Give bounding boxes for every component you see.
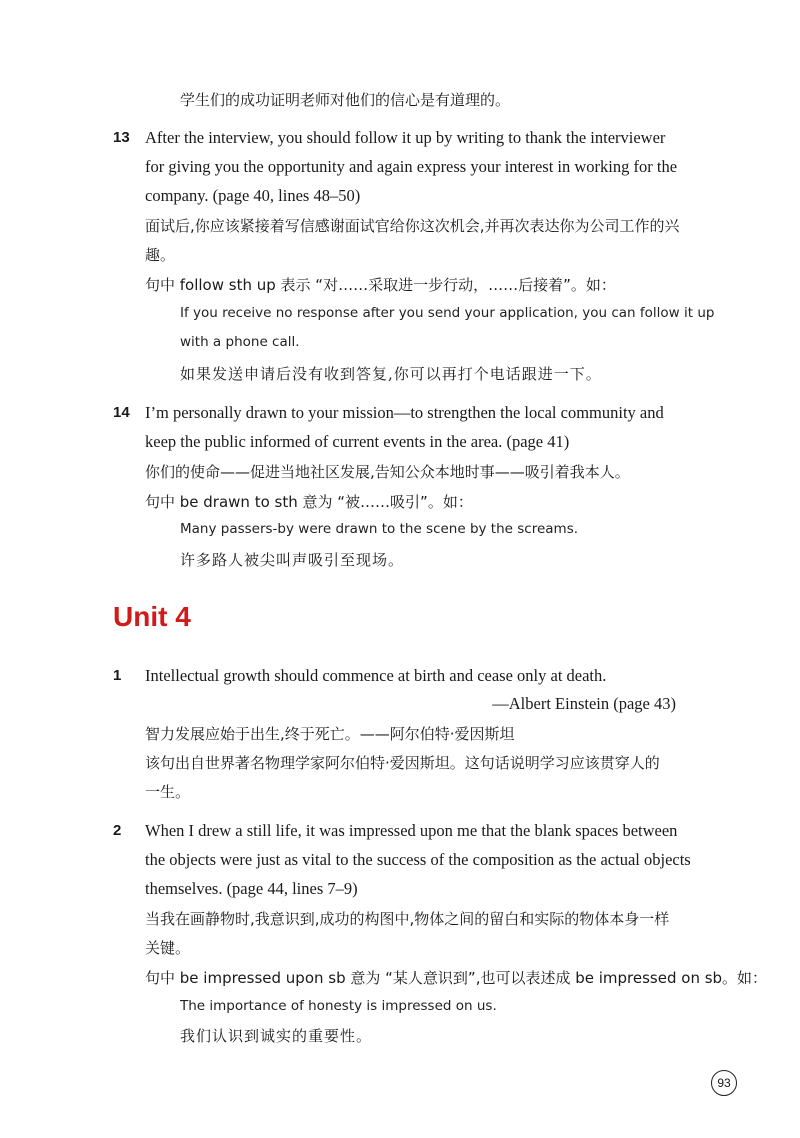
unit4-item-1-note-line-1: 该句出自世界著名物理学家阿尔伯特·爱因斯坦。这句话说明学习应该贯穿人的 — [145, 754, 660, 772]
page-number: 93 — [711, 1070, 737, 1096]
item-number-13: 13 — [113, 129, 130, 146]
unit4-item-2-chinese-line-1: 当我在画静物时,我意识到,成功的构图中,物体之间的留白和实际的物体本身一样 — [145, 910, 670, 928]
unit4-item-2-english-line-1: When I drew a still life, it was impressed upon me that the blank spaces between — [145, 821, 678, 840]
unit4-item-2-english-line-2: the objects were just as vital to the success of the composition as the actual objects — [145, 850, 691, 869]
item-14-english-line-1: I’m personally drawn to your mission—to strengthen the local community and — [145, 403, 664, 422]
item-13-note: 句中 follow sth up 表示 “对……采取进一步行动，……后接着”。如： — [145, 276, 616, 294]
item-13-example-en-line-2: with a phone call. — [180, 334, 300, 350]
item-14-note: 句中 be drawn to sth 意为 “被……吸引”。如： — [145, 493, 473, 511]
unit4-item-2-english-line-3: themselves. (page 44, lines 7–9) — [145, 879, 358, 898]
item-14-english-line-2: keep the public informed of current events in the area. (page 41) — [145, 432, 570, 451]
item-14-example-zh: 许多路人被尖叫声吸引至现场。 — [180, 551, 405, 569]
unit4-item-2-note: 句中 be impressed upon sb 意为 “某人意识到”,也可以表述成 be impressed on sb。如： — [145, 969, 768, 987]
item-13-example-en-line-1: If you receive no response after you send your application, you can follow it up — [180, 305, 715, 321]
unit4-item-1-note-line-2: 一生。 — [145, 783, 191, 801]
unit4-item-1-chinese: 智力发展应始于出生,终于死亡。——阿尔伯特·爱因斯坦 — [145, 725, 515, 743]
unit4-item-number-2: 2 — [113, 822, 122, 839]
item-number-14: 14 — [113, 404, 130, 421]
unit4-item-number-1: 1 — [113, 667, 122, 684]
item-13-english-line-2: for giving you the opportunity and again express your interest in working for the — [145, 157, 678, 176]
item-13-english-line-1: After the interview, you should follow it up by writing to thank the interviewer — [145, 128, 666, 147]
unit4-item-1-quote: Intellectual growth should commence at birth and cease only at death. — [145, 666, 607, 685]
item-14-example-en: Many passers-by were drawn to the scene by the screams. — [180, 521, 579, 537]
intro-translation: 学生们的成功证明老师对他们的信心是有道理的。 — [180, 91, 511, 109]
item-13-chinese-line-2: 趣。 — [145, 246, 176, 264]
item-14-chinese-line-1: 你们的使命——促进当地社区发展,告知公众本地时事——吸引着我本人。 — [145, 463, 630, 481]
item-13-english-line-3: company. (page 40, lines 48–50) — [145, 186, 361, 205]
unit4-item-2-example-en: The importance of honesty is impressed on us. — [180, 998, 497, 1014]
item-13-example-zh: 如果发送申请后没有收到答复,你可以再打个电话跟进一下。 — [180, 365, 602, 383]
item-13-chinese-line-1: 面试后,你应该紧接着写信感谢面试官给你这次机会,并再次表达你为公司工作的兴 — [145, 217, 680, 235]
unit4-item-2-chinese-line-2: 关键。 — [145, 939, 191, 957]
unit4-item-2-example-zh: 我们认识到诚实的重要性。 — [180, 1027, 373, 1045]
unit-heading: Unit 4 — [113, 601, 191, 632]
unit4-item-1-source: —Albert Einstein (page 43) — [492, 694, 676, 713]
